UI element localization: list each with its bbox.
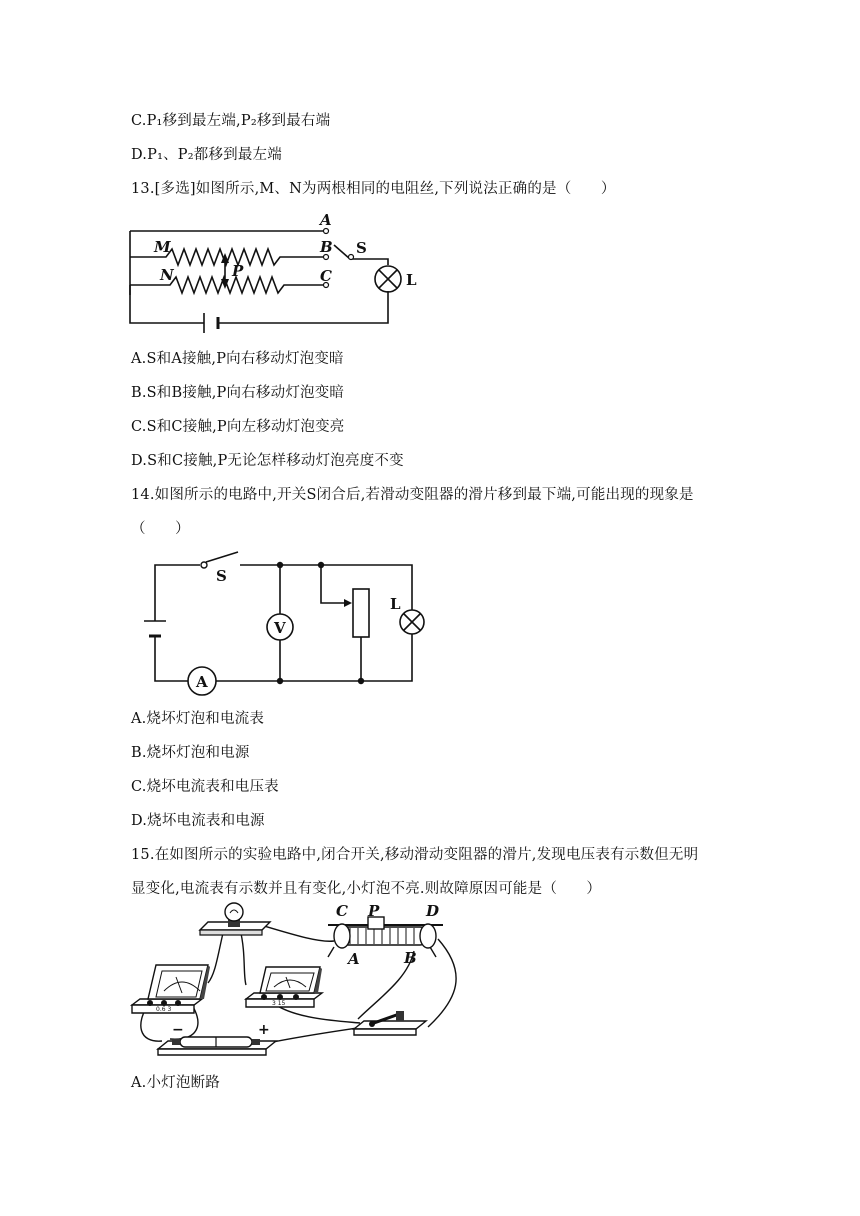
option-14b: B.烧坏灯泡和电源: [131, 745, 250, 761]
question-15: 15.在如图所示的实验电路中,闭合开关,移动滑动变阻器的滑片,发现电压表有示数但无明: [131, 847, 699, 863]
option-13a: A.S和A接触,P向右移动灯泡变暗: [131, 351, 344, 367]
voltmeter-label: V: [274, 619, 286, 637]
label-b: B: [320, 238, 333, 256]
label-s: S: [356, 239, 367, 257]
option-12c: C.P₁移到最左端,P₂移到最右端: [131, 113, 331, 129]
terminal-b: B: [404, 949, 417, 967]
option-13b: B.S和B接触,P向右移动灯泡变暗: [131, 385, 345, 401]
ammeter-scale: 0.6 3: [156, 1006, 172, 1013]
label-m: M: [154, 238, 171, 256]
option-14d: D.烧坏电流表和电源: [131, 813, 265, 829]
voltmeter-scale: 3 15: [272, 1000, 286, 1007]
option-13d: D.S和C接触,P无论怎样移动灯泡亮度不变: [131, 453, 404, 469]
question-13: 13.[多选]如图所示,M、N为两根相同的电阻丝,下列说法正确的是（ ）: [131, 181, 616, 197]
option-15a: A.小灯泡断路: [131, 1075, 220, 1091]
terminal-c: C: [336, 902, 348, 920]
lamp: [200, 903, 270, 935]
rheostat: [328, 917, 443, 957]
question-15-cont: 显变化,电流表有示数并且有变化,小灯泡不亮.则故障原因可能是（ ）: [131, 881, 602, 897]
terminal-d: D: [426, 902, 440, 920]
figure-13-circuit: [126, 213, 426, 328]
option-13c: C.S和C接触,P向左移动灯泡变亮: [131, 419, 345, 435]
ammeter: [132, 965, 210, 1013]
switch: [354, 1011, 426, 1035]
voltmeter: [246, 967, 322, 1007]
figure-14-circuit: [140, 556, 430, 696]
battery-minus: −: [172, 1022, 184, 1038]
option-12d: D.P₁、P₂都移到最左端: [131, 147, 282, 163]
label-s: S: [216, 567, 227, 585]
label-n: N: [160, 266, 174, 284]
terminal-a: A: [348, 950, 360, 968]
option-14a: A.烧坏灯泡和电流表: [131, 711, 265, 727]
option-14c: C.烧坏电流表和电压表: [131, 779, 279, 795]
label-l: L: [390, 595, 401, 613]
label-p: P: [232, 262, 244, 280]
label-c: C: [320, 267, 332, 285]
question-14: 14.如图所示的电路中,开关S闭合后,若滑动变阻器的滑片移到最下端,可能出现的现象是: [131, 487, 694, 503]
question-14-bracket: （ ）: [131, 521, 190, 537]
ammeter-label: A: [196, 673, 208, 691]
battery-plus: +: [258, 1022, 270, 1038]
label-l: L: [406, 271, 417, 289]
label-a: A: [320, 211, 332, 229]
figure-15-apparatus: [128, 903, 458, 1063]
slider-p: P: [368, 902, 380, 920]
